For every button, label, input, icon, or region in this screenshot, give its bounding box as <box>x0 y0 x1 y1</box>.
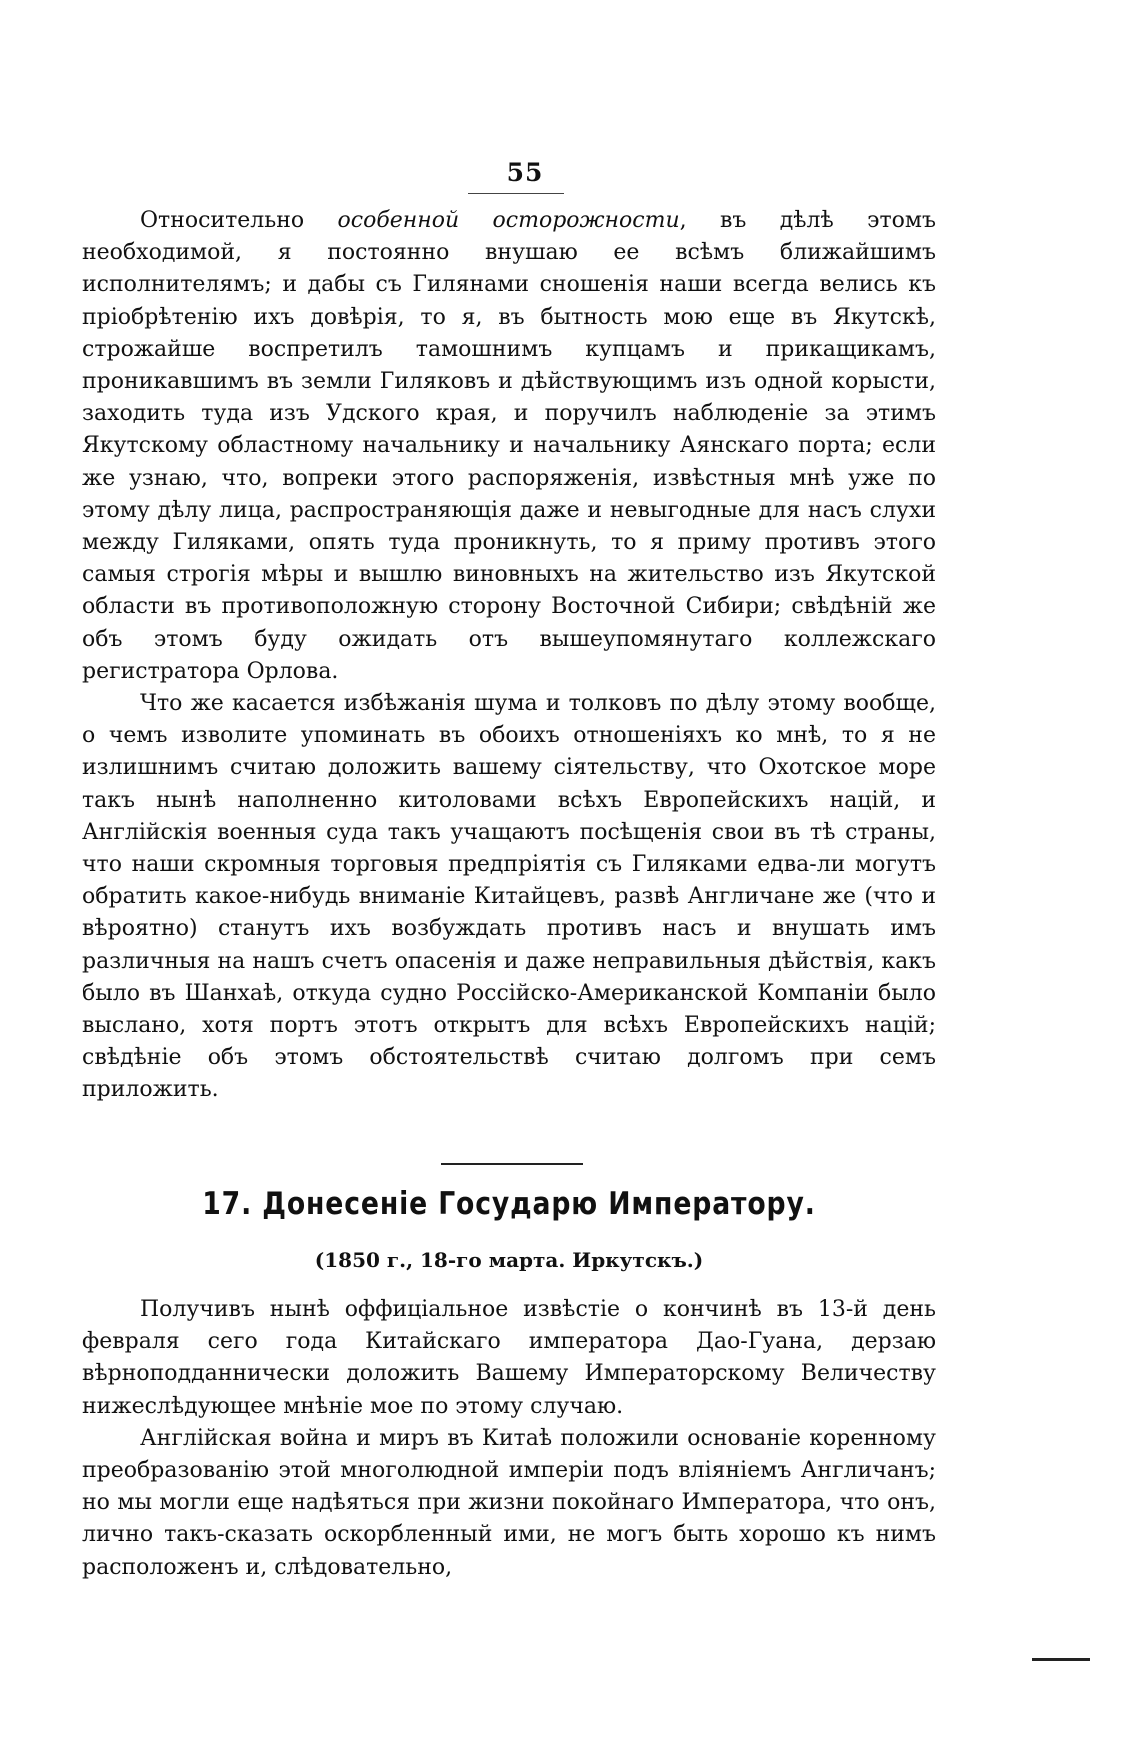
page-number-rule <box>468 193 564 194</box>
text-block-bottom <box>82 1294 936 1584</box>
paragraph-caution-italic: особенной осторожности <box>337 208 680 233</box>
page-number: 55 <box>506 158 544 187</box>
paragraph-caution <box>82 205 936 688</box>
paragraph-caution-lead: Относительно <box>140 208 338 233</box>
text-block-top <box>82 205 936 1107</box>
margin-mark <box>1032 1658 1090 1661</box>
paragraph-okhotsk: Что же касается избѣжанія шума и толковъ по дѣлу этому вообще, о чемъ изволите упоминать въ обоихъ отношеніяхъ ко мнѣ, то я не излишнимъ считаю доложить вашему сіятельству, что Охотское море такъ нынѣ наполненно китоловами всѣхъ Европейскихъ націй, и Англійскія военныя суда такъ учащаютъ посѣщенія свои въ тѣ страны, что наши скромныя торговыя предпріятія съ Гиляками едва-ли могутъ обратить какое-нибудь вниманіе Китайцевъ, развѣ Англичане же (что и вѣроятно) станутъ ихъ возбуждать противъ насъ и внушать имъ различныя на нашъ счетъ опасенія и даже неправильныя дѣйствія, какъ было въ Шанхаѣ, откуда судно Россійско-Американской Компаніи было выслано, хотя портъ этотъ открытъ для всѣхъ Европейскихъ націй; свѣдѣніе объ этомъ обстоятельствѣ считаю долгомъ при семъ приложить. <box>82 691 936 1103</box>
section-subheading: (1850 г., 18-го марта. Иркутскъ.) <box>314 1248 704 1272</box>
paragraph-caution-rest: , въ дѣлѣ этомъ необходимой, я постоянно внушаю ее всѣмъ ближайшимъ исполнителямъ; и дабы съ Гилянами сношенія наши всегда велись къ пріобрѣтенію ихъ довѣрія, то я, въ бытность мою еще въ Якутскѣ, строжайше воспретилъ тамошнимъ купцамъ и прикащикамъ, проникавшимъ въ земли Гиляковъ и дѣйствующимъ изъ одной корысти, заходить туда изъ Удского края, и поручилъ наблюденіе за этимъ Якутскому областному начальнику и начальнику Аянскаго порта; если же узнаю, что, вопреки этого распоряженія, извѣстныя мнѣ уже по этому дѣлу лица, распространяющія даже и невыгодные для насъ слухи между Гиляками, опять туда проникнуть, то я приму противъ этого самыя строгія мѣры и вышлю виновныхъ на жительство изъ Якутской области въ противоположную сторону Восточной Сибири; свѣдѣній же объ этомъ буду ожидать отъ вышеупомянутаго коллежскаго регистратора Орлова. <box>82 208 936 684</box>
section-heading: 17. Донесеніе Государю Императору. <box>202 1186 816 1222</box>
section-divider <box>441 1163 583 1165</box>
paragraph-english-war: Англійская война и миръ въ Китаѣ положили основаніе коренному преобразованію этой многолюдной имперіи подъ вліяніемъ Англичанъ; но мы могли еще надѣяться при жизни покойнаго Императора, что онъ, лично такъ-сказать оскорбленный ими, не могъ быть хорошо къ нимъ расположенъ и, слѣдовательно, <box>82 1425 936 1580</box>
paragraph-emperor-death: Получивъ нынѣ оффиціальное извѣстіе о кончинѣ въ 13-й день февраля сего года Китайскаго императора Дао-Гуана, дерзаю вѣрноподданнически доложить Вашему Императорскому Величеству нижеслѣдующее мнѣніе мое по этому случаю. <box>82 1297 936 1419</box>
